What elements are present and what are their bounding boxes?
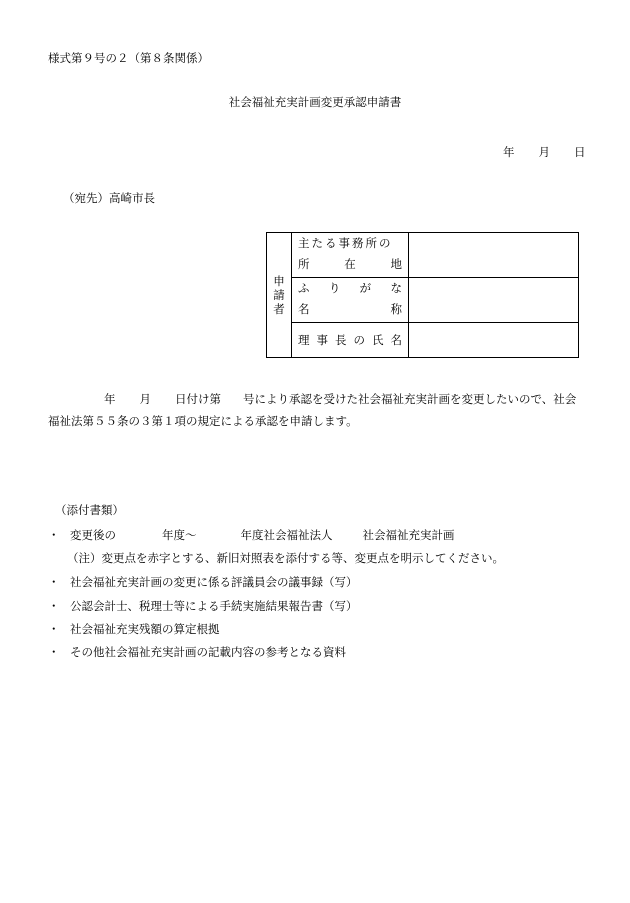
body-main-text: 号により承認を受けた社会福祉充実計画を変更したいので、社会福祉法第５５条の３第１項の規定による承認を申請します。 [48,392,577,428]
attachment-item-1 [48,530,455,542]
addressee: （宛先）高崎市長 [63,191,155,205]
item1-part-c: 年度社会福祉法人 [240,528,333,542]
bullet: ・ [48,622,60,636]
item-text: 公認会計士、税理士等による手続実施結果報告書（写） [70,599,358,613]
item1-part-d: 社会福祉充実計画 [362,528,455,542]
office-address-line1: 主たる事務所の [298,236,393,250]
bullet: ・ [48,575,60,589]
attachment-note: （注）変更点を赤字とする、新旧対照表を添付する等、変更点を明示してください。 [67,551,504,565]
form-number: 様式第９号の２（第８条関係） [48,51,209,65]
attachment-item-4 [48,624,220,636]
chairman-label [292,323,409,358]
office-address-label [292,233,409,278]
name-value [409,278,579,323]
item-text: 社会福祉充実残額の算定根拠 [70,622,220,636]
item-text: 社会福祉充実計画の変更に係る評議員会の議事録（写） [70,575,358,589]
attachment-item-5 [48,647,346,659]
bullet: ・ [48,645,60,659]
bullet: ・ [48,528,60,542]
chairman-name-label: 理 事 長 の 氏 名 [298,332,402,347]
applicant-side-label [267,233,292,358]
bullet: ・ [48,599,60,613]
name-label [292,278,409,323]
item1-part-b: 年度～ [162,528,197,542]
attachment-item-2 [48,577,358,589]
attachments-heading: （添付書類） [55,503,124,517]
date-line [503,147,586,159]
furigana-label: ふ り が な [298,281,402,295]
body-month: 月 [139,392,151,406]
office-address-line2: 所 在 地 [298,257,402,271]
attachment-item-3 [48,601,358,613]
applicant-side-text: 申 請 者 [273,274,285,316]
chairman-value [409,323,579,358]
body-year: 年 [104,392,116,406]
date-year: 年 [503,145,515,159]
office-address-value [409,233,579,278]
item1-part-a: 変更後の [70,528,116,542]
date-month: 月 [538,145,550,159]
name-line: 名 称 [298,302,402,316]
applicant-table [266,232,579,358]
body-dated-no: 日付け第 [175,392,221,406]
body-text [48,388,583,432]
document-title: 社会福祉充実計画変更承認申請書 [228,95,402,109]
item-text: その他社会福祉充実計画の記載内容の参考となる資料 [70,645,346,659]
date-day: 日 [574,145,586,159]
